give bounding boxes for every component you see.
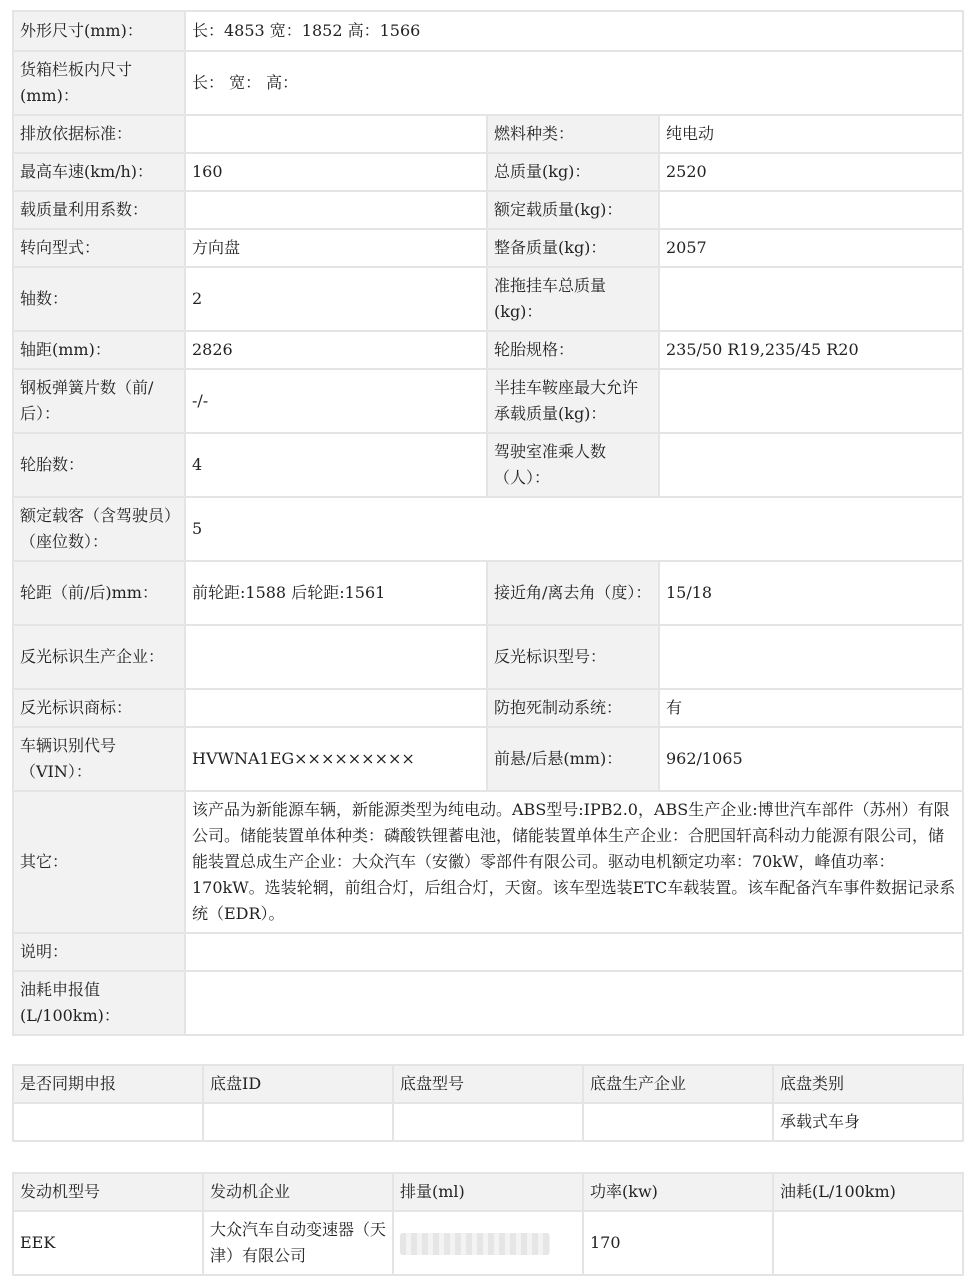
note-label: 说明： [13, 933, 185, 971]
passengers-value: 5 [185, 497, 963, 561]
engine-data-row [13, 1211, 963, 1275]
load-coef-label: 载质量利用系数： [13, 191, 185, 229]
cab-label: 驾驶室准乘人数（人）： [487, 433, 659, 497]
rated-load-label: 额定载质量(kg)： [487, 191, 659, 229]
spec-row-reflect-brand [13, 689, 963, 727]
angle-value: 15/18 [659, 561, 963, 625]
blurred-watermark [400, 1233, 550, 1255]
tires-value: 4 [185, 433, 487, 497]
chassis-header-cell: 是否同期申报 [13, 1065, 203, 1103]
reflect-maker-value [185, 625, 487, 689]
reflect-maker-label: 反光标识生产企业： [13, 625, 185, 689]
spec-row-track [13, 561, 963, 625]
engine-header-cell: 油耗(L/100km) [773, 1173, 963, 1211]
reflect-brand-value [185, 689, 487, 727]
engine-header-cell: 发动机型号 [13, 1173, 203, 1211]
engine-header-row [13, 1173, 963, 1211]
spec-row-emission [13, 115, 963, 153]
fuel-label: 燃料种类： [487, 115, 659, 153]
chassis-header-cell: 底盘类别 [773, 1065, 963, 1103]
emission-value [185, 115, 487, 153]
spec-row-other [13, 791, 963, 933]
vehicle-spec-table [12, 10, 964, 1036]
cargo-label: 货箱栏板内尺寸(mm)： [13, 51, 185, 115]
passengers-label: 额定载客（含驾驶员）（座位数）： [13, 497, 185, 561]
chassis-cell [13, 1103, 203, 1141]
engine-header-cell: 排量(ml) [393, 1173, 583, 1211]
leaf-label: 钢板弹簧片数（前/后）： [13, 369, 185, 433]
reflect-brand-label: 反光标识商标： [13, 689, 185, 727]
tires-label: 轮胎数： [13, 433, 185, 497]
overhang-label: 前悬/后悬(mm)： [487, 727, 659, 791]
speed-value: 160 [185, 153, 487, 191]
engine-cell [393, 1211, 583, 1275]
tire-spec-value: 235/50 R19,235/45 R20 [659, 331, 963, 369]
track-value: 前轮距:1588 后轮距:1561 [185, 561, 487, 625]
load-coef-value [185, 191, 487, 229]
spec-row-axles [13, 267, 963, 331]
spec-row-note [13, 933, 963, 971]
spec-row-fuel-report [13, 971, 963, 1035]
spec-row-leaf [13, 369, 963, 433]
cargo-value: 长： 宽： 高： [185, 51, 963, 115]
chassis-cell [203, 1103, 393, 1141]
vin-value: HVWNA1EG××××××××× [185, 727, 487, 791]
chassis-cell: 承载式车身 [773, 1103, 963, 1141]
curb-label: 整备质量(kg)： [487, 229, 659, 267]
spec-row-steering [13, 229, 963, 267]
chassis-cell [393, 1103, 583, 1141]
trailer-label: 准拖挂车总质量(kg)： [487, 267, 659, 331]
engine-header-cell: 发动机企业 [203, 1173, 393, 1211]
chassis-header-cell: 底盘ID [203, 1065, 393, 1103]
chassis-header-row [13, 1065, 963, 1103]
chassis-header-cell: 底盘型号 [393, 1065, 583, 1103]
tire-spec-label: 轮胎规格： [487, 331, 659, 369]
rated-load-value [659, 191, 963, 229]
engine-cell: 170 [583, 1211, 773, 1275]
angle-label: 接近角/离去角（度）： [487, 561, 659, 625]
overhang-value: 962/1065 [659, 727, 963, 791]
abs-label: 防抱死制动系统： [487, 689, 659, 727]
axles-label: 轴数： [13, 267, 185, 331]
other-value: 该产品为新能源车辆，新能源类型为纯电动。ABS型号:IPB2.0，ABS生产企业:博世汽车部件（苏州）有限公司。储能装置单体种类：磷酸铁锂蓄电池，储能装置单体生产企业：合肥国轩高科动力能源有限公司，储能装置总成生产企业：大众汽车（安徽）零部件有限公司。驱动电机额定功率：70kW，峰值功率：170kW。选装轮辋，前组合灯，后组合灯，天窗。该车型选装ETC车载装置。该车配备汽车事件数据记录系统（EDR）。 [185, 791, 963, 933]
gross-label: 总质量(kg)： [487, 153, 659, 191]
steering-label: 转向型式： [13, 229, 185, 267]
curb-value: 2057 [659, 229, 963, 267]
steering-value: 方向盘 [185, 229, 487, 267]
engine-cell: EEK [13, 1211, 203, 1275]
spec-row-reflect-maker [13, 625, 963, 689]
spec-row-passengers [13, 497, 963, 561]
spec-row-cargo [13, 51, 963, 115]
spec-row-dimensions [13, 11, 963, 51]
engine-header-cell: 功率(kw) [583, 1173, 773, 1211]
fuel-report-label: 油耗申报值(L/100km)： [13, 971, 185, 1035]
spec-row-vin [13, 727, 963, 791]
fuel-value: 纯电动 [659, 115, 963, 153]
engine-table [12, 1172, 964, 1276]
wheelbase-value: 2826 [185, 331, 487, 369]
chassis-header-cell: 底盘生产企业 [583, 1065, 773, 1103]
dims-label: 外形尺寸(mm)： [13, 11, 185, 51]
chassis-data-row [13, 1103, 963, 1141]
engine-cell: 大众汽车自动变速器（天津）有限公司 [203, 1211, 393, 1275]
note-value [185, 933, 963, 971]
cab-value [659, 433, 963, 497]
track-label: 轮距（前/后)mm： [13, 561, 185, 625]
chassis-table [12, 1064, 964, 1142]
speed-label: 最高车速(km/h)： [13, 153, 185, 191]
trailer-value [659, 267, 963, 331]
other-label: 其它： [13, 791, 185, 933]
spec-row-wheelbase [13, 331, 963, 369]
spec-row-load [13, 191, 963, 229]
leaf-value: -/- [185, 369, 487, 433]
chassis-cell [583, 1103, 773, 1141]
gross-value: 2520 [659, 153, 963, 191]
spec-row-speed [13, 153, 963, 191]
reflect-model-label: 反光标识型号： [487, 625, 659, 689]
semi-value [659, 369, 963, 433]
axles-value: 2 [185, 267, 487, 331]
vin-label: 车辆识别代号（VIN）： [13, 727, 185, 791]
reflect-model-value [659, 625, 963, 689]
abs-value: 有 [659, 689, 963, 727]
wheelbase-label: 轴距(mm)： [13, 331, 185, 369]
semi-label: 半挂车鞍座最大允许承载质量(kg)： [487, 369, 659, 433]
engine-cell [773, 1211, 963, 1275]
spec-row-tires [13, 433, 963, 497]
fuel-report-value [185, 971, 963, 1035]
emission-label: 排放依据标准： [13, 115, 185, 153]
dims-value: 长：4853 宽：1852 高：1566 [185, 11, 963, 51]
